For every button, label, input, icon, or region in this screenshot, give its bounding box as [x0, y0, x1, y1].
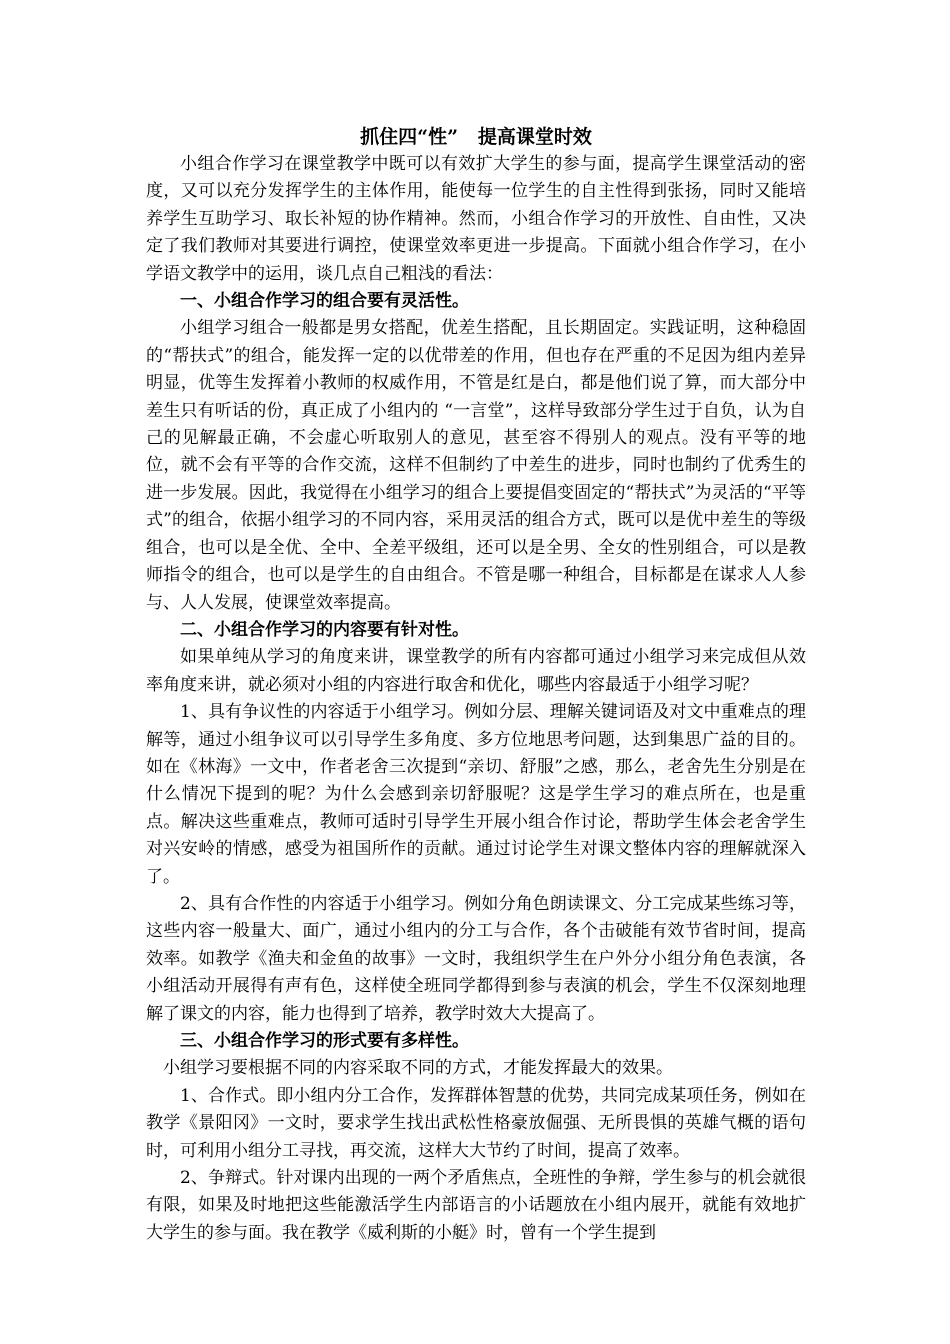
section-heading-1: 一、小组合作学习的组合要有灵活性。	[180, 291, 469, 312]
section-heading-3: 三、小组合作学习的形式要有多样性。	[180, 1031, 469, 1051]
section-2-intro-paragraph: 如果单纯从学习的角度来讲，课堂教学的所有内容都可通过小组学习来完成但从效率角度来讲，就必须对小组的内容进行取舍和优化，哪些内容最适于小组学习呢？	[146, 647, 806, 695]
section-3-point-1-paragraph: 1、合作式。即小组内分工合作，发挥群体智慧的优势，共同完成某项任务，例如在教学《景阳冈》一文时，要求学生找出武松性格豪放倔强、无所畏惧的英雄气概的语句时，可利用小组分工寻找，再交流，这样大大节约了时间，提高了效率。	[146, 1085, 806, 1161]
page-title: 抓住四“性” 提高课堂时效	[360, 126, 592, 148]
section-heading-2: 二、小组合作学习的内容要有针对性。	[180, 619, 469, 640]
section-1-paragraph: 小组学习组合一般都是男女搭配，优差生搭配，且长期固定。实践证明，这种稳固的“帮扶式”的组合，能发挥一定的以优带差的作用，但也存在严重的不足因为组内差异明显，优等生发挥着小教师的权威作用，不管是红是白，都是他们说了算，而大部分中差生只有听话的份，真正成了小组内的 “一言堂”，这样导致部分学生过于自负，认为自己的见解最正确，不会虚心听取别人的意见，甚至容不得别人的观点。没有平等的地位，就不会有平等的合作交流，这样不但制约了中差生的进步，同时也制约了优秀生的进一步发展。因此，我觉得在小组学习的组合上要提倡变固定的“帮扶式”为灵活的“平等式”的组合，依据小组学习的不同内容，采用灵活的组合方式，既可以是优中差生的等级组合，也可以是全优、全中、全差平级组，还可以是全男、全女的性别组合，可以是教师指令的组合，也可以是学生的自由组合。不管是哪一种组合，目标都是在谋求人人参与、人人发展，使课堂效率提高。	[146, 318, 806, 613]
document-page	[146, 123, 806, 1247]
intro-paragraph: 小组合作学习在课堂教学中既可以有效扩大学生的参与面，提高学生课堂活动的密度，又可以充分发挥学生的主体作用，能使每一位学生的自主性得到张扬，同时又能培养学生互助学习、取长补短的协作精神。然而，小组合作学习的开放性、自由性，又决定了我们教师对其要进行调控，使课堂效率更进一步提高。下面就小组合作学习，在小学语文教学中的运用，谈几点自己粗浅的看法：	[146, 154, 806, 284]
section-3-intro-paragraph: 小组学习要根据不同的内容采取不同的方式，才能发挥最大的效果。	[163, 1058, 673, 1079]
section-2-point-2-paragraph: 2、具有合作性的内容适于小组学习。例如分角色朗读课文、分工完成某些练习等，这些内容一般量大、面广，通过小组内的分工与合作，各个击破能有效节省时间，提高效率。如教学《渔夫和金鱼的故事》一文时，我组织学生在户外分小组分角色表演，各小组活动开展得有声有色，这样使全班同学都得到参与表演的机会，学生不仅深刻地理解了课文的内容，能力也得到了培养，教学时效大大提高了。	[146, 893, 806, 1024]
section-2-point-1-paragraph: 1、具有争议性的内容适于小组学习。例如分层、理解关键词语及对文中重难点的理解等，通过小组争议可以引导学生多角度、多方位地思考问题，达到集思广益的目的。如在《林海》一文中，作者老舍三次提到“亲切、舒服”之感，那么，老舍先生分别是在什么情况下提到的呢？为什么会感到亲切舒服呢？这是学生学习的难点所在，也是重点。解决这些重难点，教师可适时引导学生开展小组合作讨论，帮助学生体会老舍学生对兴安岭的情感，感受为祖国所作的贡献。通过讨论学生对课文整体内容的理解就深入了。	[146, 702, 806, 887]
section-3-point-2-paragraph: 2、争辩式。针对课内出现的一两个矛盾焦点，全班性的争辩，学生参与的机会就很有限，如果及时地把这些能激活学生内部语言的小话题放在小组内展开，就能有效地扩大学生的参与面。我在教学《威利斯的小艇》时，曾有一个学生提到	[146, 1168, 806, 1243]
